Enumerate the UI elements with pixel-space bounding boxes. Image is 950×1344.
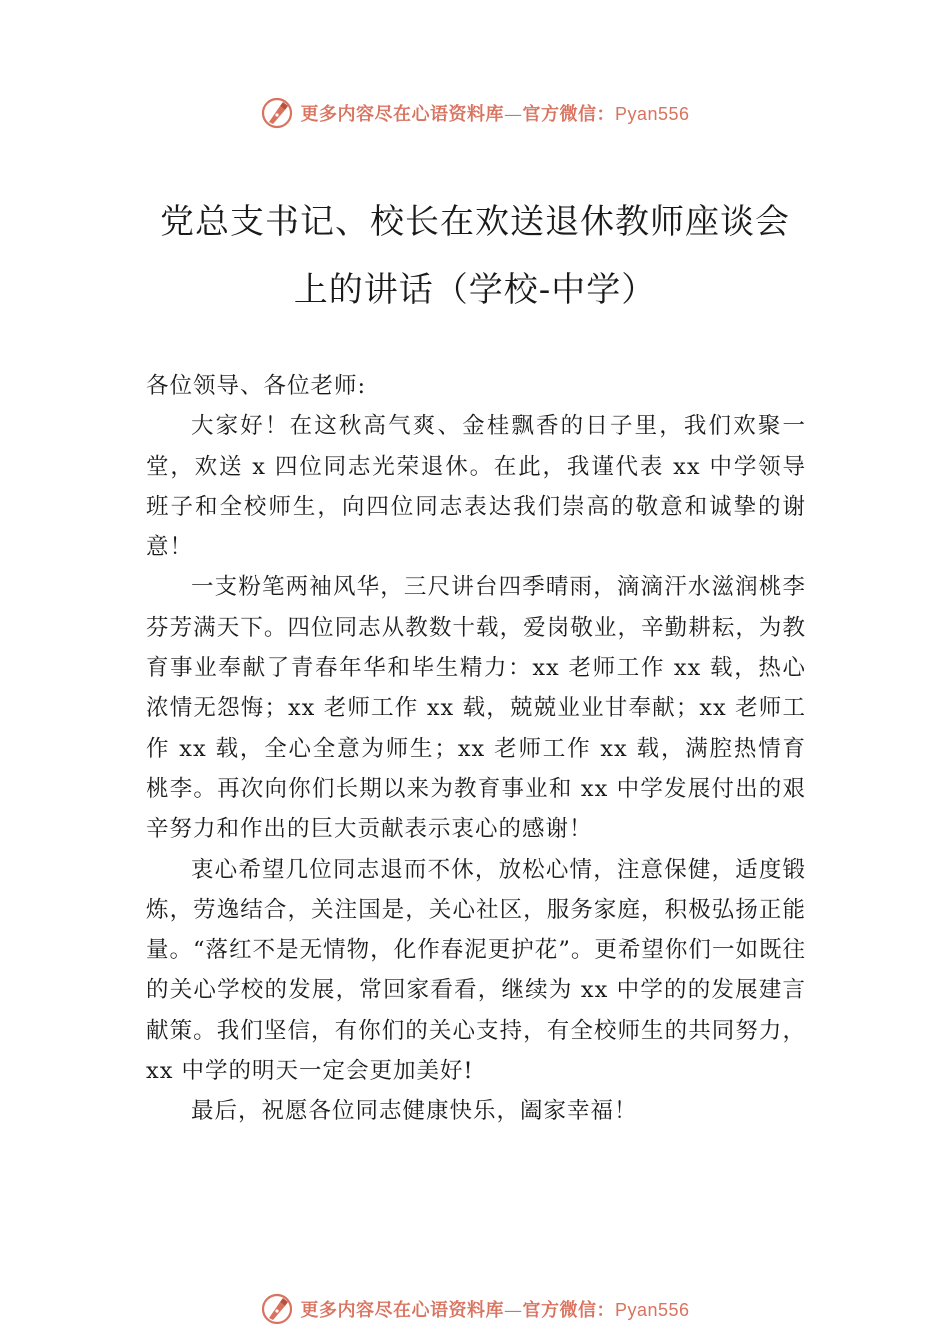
document-title (0, 188, 950, 324)
paragraph-3: 衷心希望几位同志退而不休，放松心情，注意保健，适度锻炼，劳逸结合，关注国是，关心社区，服务家庭，积极弘扬正能量。“落红不是无情物，化作春泥更护花”。更希望你们一如既往的关心学校的发展，常回家看看，继续为 xx 中学的的发展建言献策。我们坚信，有你们的关心支持，有全校师生的共同努力，xx 中学的明天一定会更加美好! (146, 856, 806, 1085)
separator: — (503, 104, 523, 125)
separator: — (503, 1300, 523, 1321)
watermark-label (300, 100, 689, 126)
wechat-id: Pyan556 (614, 104, 690, 124)
pen-nib-circle-icon (260, 96, 294, 130)
official-label: 官方微信： (522, 104, 615, 125)
wechat-id: Pyan556 (614, 1300, 690, 1320)
header-watermark-banner (0, 93, 950, 133)
watermark-label (300, 1296, 689, 1322)
title-line-2: 上的讲话（学校-中学） (293, 270, 657, 310)
brand-text: 更多内容尽在心语资料库 (300, 104, 504, 125)
paragraph-1: 大家好！在这秋高气爽、金桂飘香的日子里，我们欢聚一堂，欢送 x 四位同志光荣退休。在此，我谨代表 xx 中学领导班子和全校师生，向四位同志表达我们崇高的敬意和诚挚的谢意！ (146, 413, 806, 561)
salutation: 各位领导、各位老师: (146, 373, 367, 399)
document-body (146, 366, 806, 1132)
pen-nib-circle-icon (260, 1292, 294, 1326)
title-line-1: 党总支书记、校长在欢送退休教师座谈会 (160, 202, 790, 242)
official-label: 官方微信： (522, 1300, 615, 1321)
paragraph-4: 最后，祝愿各位同志健康快乐，阖家幸福！ (191, 1098, 638, 1125)
paragraph-2: 一支粉笔两袖风华，三尺讲台四季晴雨，滴滴汗水滋润桃李芬芳满天下。四位同志从教数十载，爱岗敬业，辛勤耕耘，为教育事业奉献了青春年华和毕生精力：xx 老师工作 xx 载，热心浓情无怨悔；xx 老师工作 xx 载，兢兢业业甘奉献；xx 老师工作 xx 载，全心全意为师生；xx 老师工作 xx 载，满腔热情育桃李。再次向你们长期以来为教育事业和 xx 中学发展付出的艰辛努力和作出的巨大贡献表示衷心的感谢！ (146, 574, 806, 843)
brand-text: 更多内容尽在心语资料库 (300, 1300, 504, 1321)
footer-watermark-banner (0, 1289, 950, 1329)
